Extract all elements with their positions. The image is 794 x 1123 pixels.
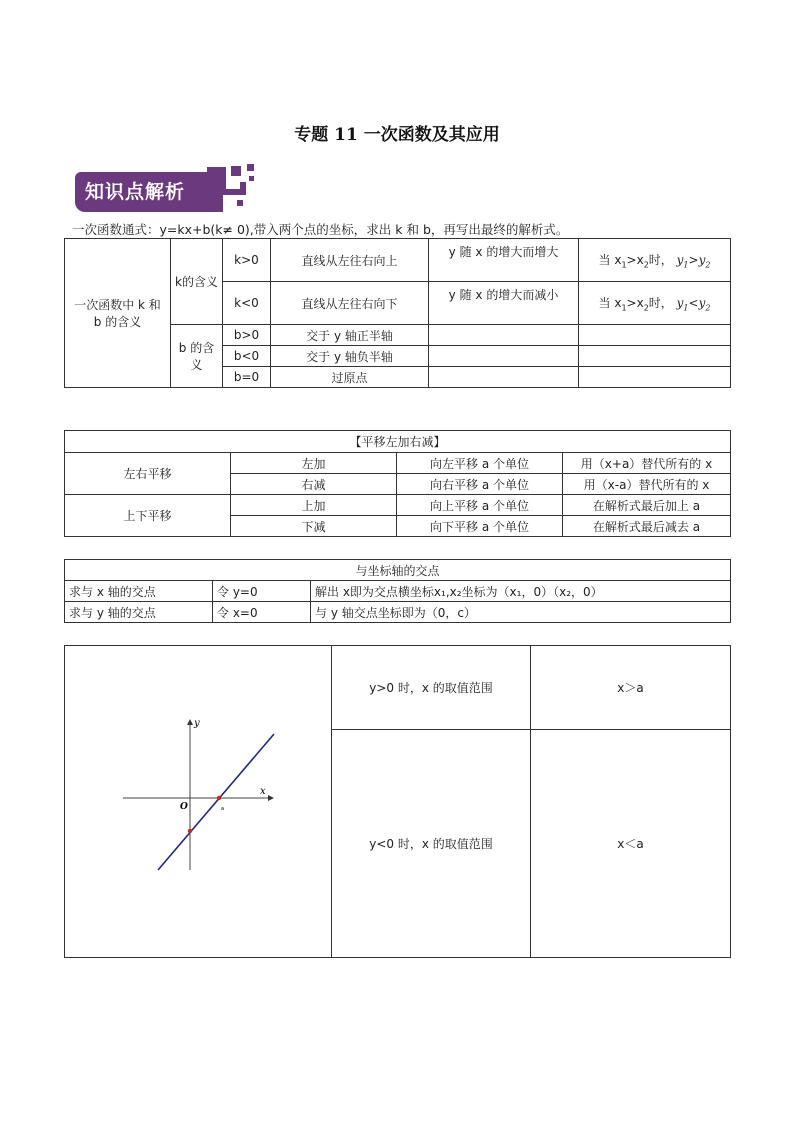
y-intercept-point <box>188 829 192 833</box>
sign-range-table <box>64 645 731 958</box>
range-cond: y<0 时，x 的取值范围 <box>332 730 531 958</box>
b-label: b 的含义 <box>171 325 223 388</box>
k-cond: k>0 <box>223 239 271 282</box>
translation-table <box>64 430 731 537</box>
range-result: x＜a <box>531 730 731 958</box>
k-line: 直线从左往右向上 <box>271 239 429 282</box>
move: 向左平移 a 个单位 <box>397 453 563 474</box>
set: 令 x=0 <box>213 602 311 623</box>
op: 左加 <box>231 453 397 474</box>
page-title: 专题 11 一次函数及其应用 <box>294 125 500 145</box>
op: 右减 <box>231 474 397 495</box>
move: 向上平移 a 个单位 <box>397 495 563 516</box>
method: 与 y 轴交点坐标即为（0，c） <box>311 602 731 623</box>
table-header: 【平移左加右减】 <box>65 431 731 453</box>
op: 上加 <box>231 495 397 516</box>
move: 向下平移 a 个单位 <box>397 516 563 537</box>
range-result: x＞a <box>531 646 731 730</box>
group-label: 左右平移 <box>65 453 231 495</box>
op: 下减 <box>231 516 397 537</box>
b-desc: 过原点 <box>271 367 429 388</box>
b-cond: b>0 <box>223 325 271 346</box>
x-axis-label: x <box>260 786 266 797</box>
graph-cell <box>65 646 332 958</box>
rule: 在解析式最后加上 a <box>563 495 731 516</box>
rule: 用（x+a）替代所有的 x <box>563 453 731 474</box>
task: 求与 y 轴的交点 <box>65 602 213 623</box>
table-header: 与坐标轴的交点 <box>65 560 731 581</box>
rule: 用（x-a）替代所有的 x <box>563 474 731 495</box>
k-relation: 当 $x_1>x_2$时， $y_1<y_2$ <box>579 282 731 325</box>
main-label: 一次函数中 k 和 b 的含义 <box>65 239 171 388</box>
move: 向右平移 a 个单位 <box>397 474 563 495</box>
slope-intercept-table <box>64 238 731 388</box>
banner-label: 知识点解析 <box>75 172 223 212</box>
set: 令 y=0 <box>213 581 311 602</box>
function-line <box>158 734 274 870</box>
y-axis-label: y <box>194 718 200 729</box>
section-banner <box>75 160 260 214</box>
axis-intersection-table <box>64 559 731 623</box>
intro-text: 一次函数通式：y=kx+b(k≠ 0),带入两个点的坐标，求出 k 和 b，再写出最终的解析式。 <box>72 222 569 237</box>
line-graph <box>98 710 298 890</box>
group-label: 上下平移 <box>65 495 231 537</box>
origin-label: O <box>180 802 188 812</box>
b-cond: b=0 <box>223 367 271 388</box>
k-cond: k<0 <box>223 282 271 325</box>
banner-decoration-icon <box>203 160 263 214</box>
x-intercept-point <box>217 796 221 800</box>
b-cond: b<0 <box>223 346 271 367</box>
range-cond: y>0 时，x 的取值范围 <box>332 646 531 730</box>
k-trend: y 随 x 的增大而增大 <box>429 239 579 282</box>
k-trend: y 随 x 的增大而减小 <box>429 282 579 325</box>
rule: 在解析式最后减去 a <box>563 516 731 537</box>
k-label: k的含义 <box>171 239 223 325</box>
b-desc: 交于 y 轴负半轴 <box>271 346 429 367</box>
k-relation: 当 $x_1>x_2$时， $y_1>y_2$ <box>579 239 731 282</box>
method: 解出 x即为交点横坐标x₁,x₂坐标为（x₁，0）（x₂，0） <box>311 581 731 602</box>
b-desc: 交于 y 轴正半轴 <box>271 325 429 346</box>
k-line: 直线从左往右向下 <box>271 282 429 325</box>
a-label: a <box>221 806 225 812</box>
task: 求与 x 轴的交点 <box>65 581 213 602</box>
